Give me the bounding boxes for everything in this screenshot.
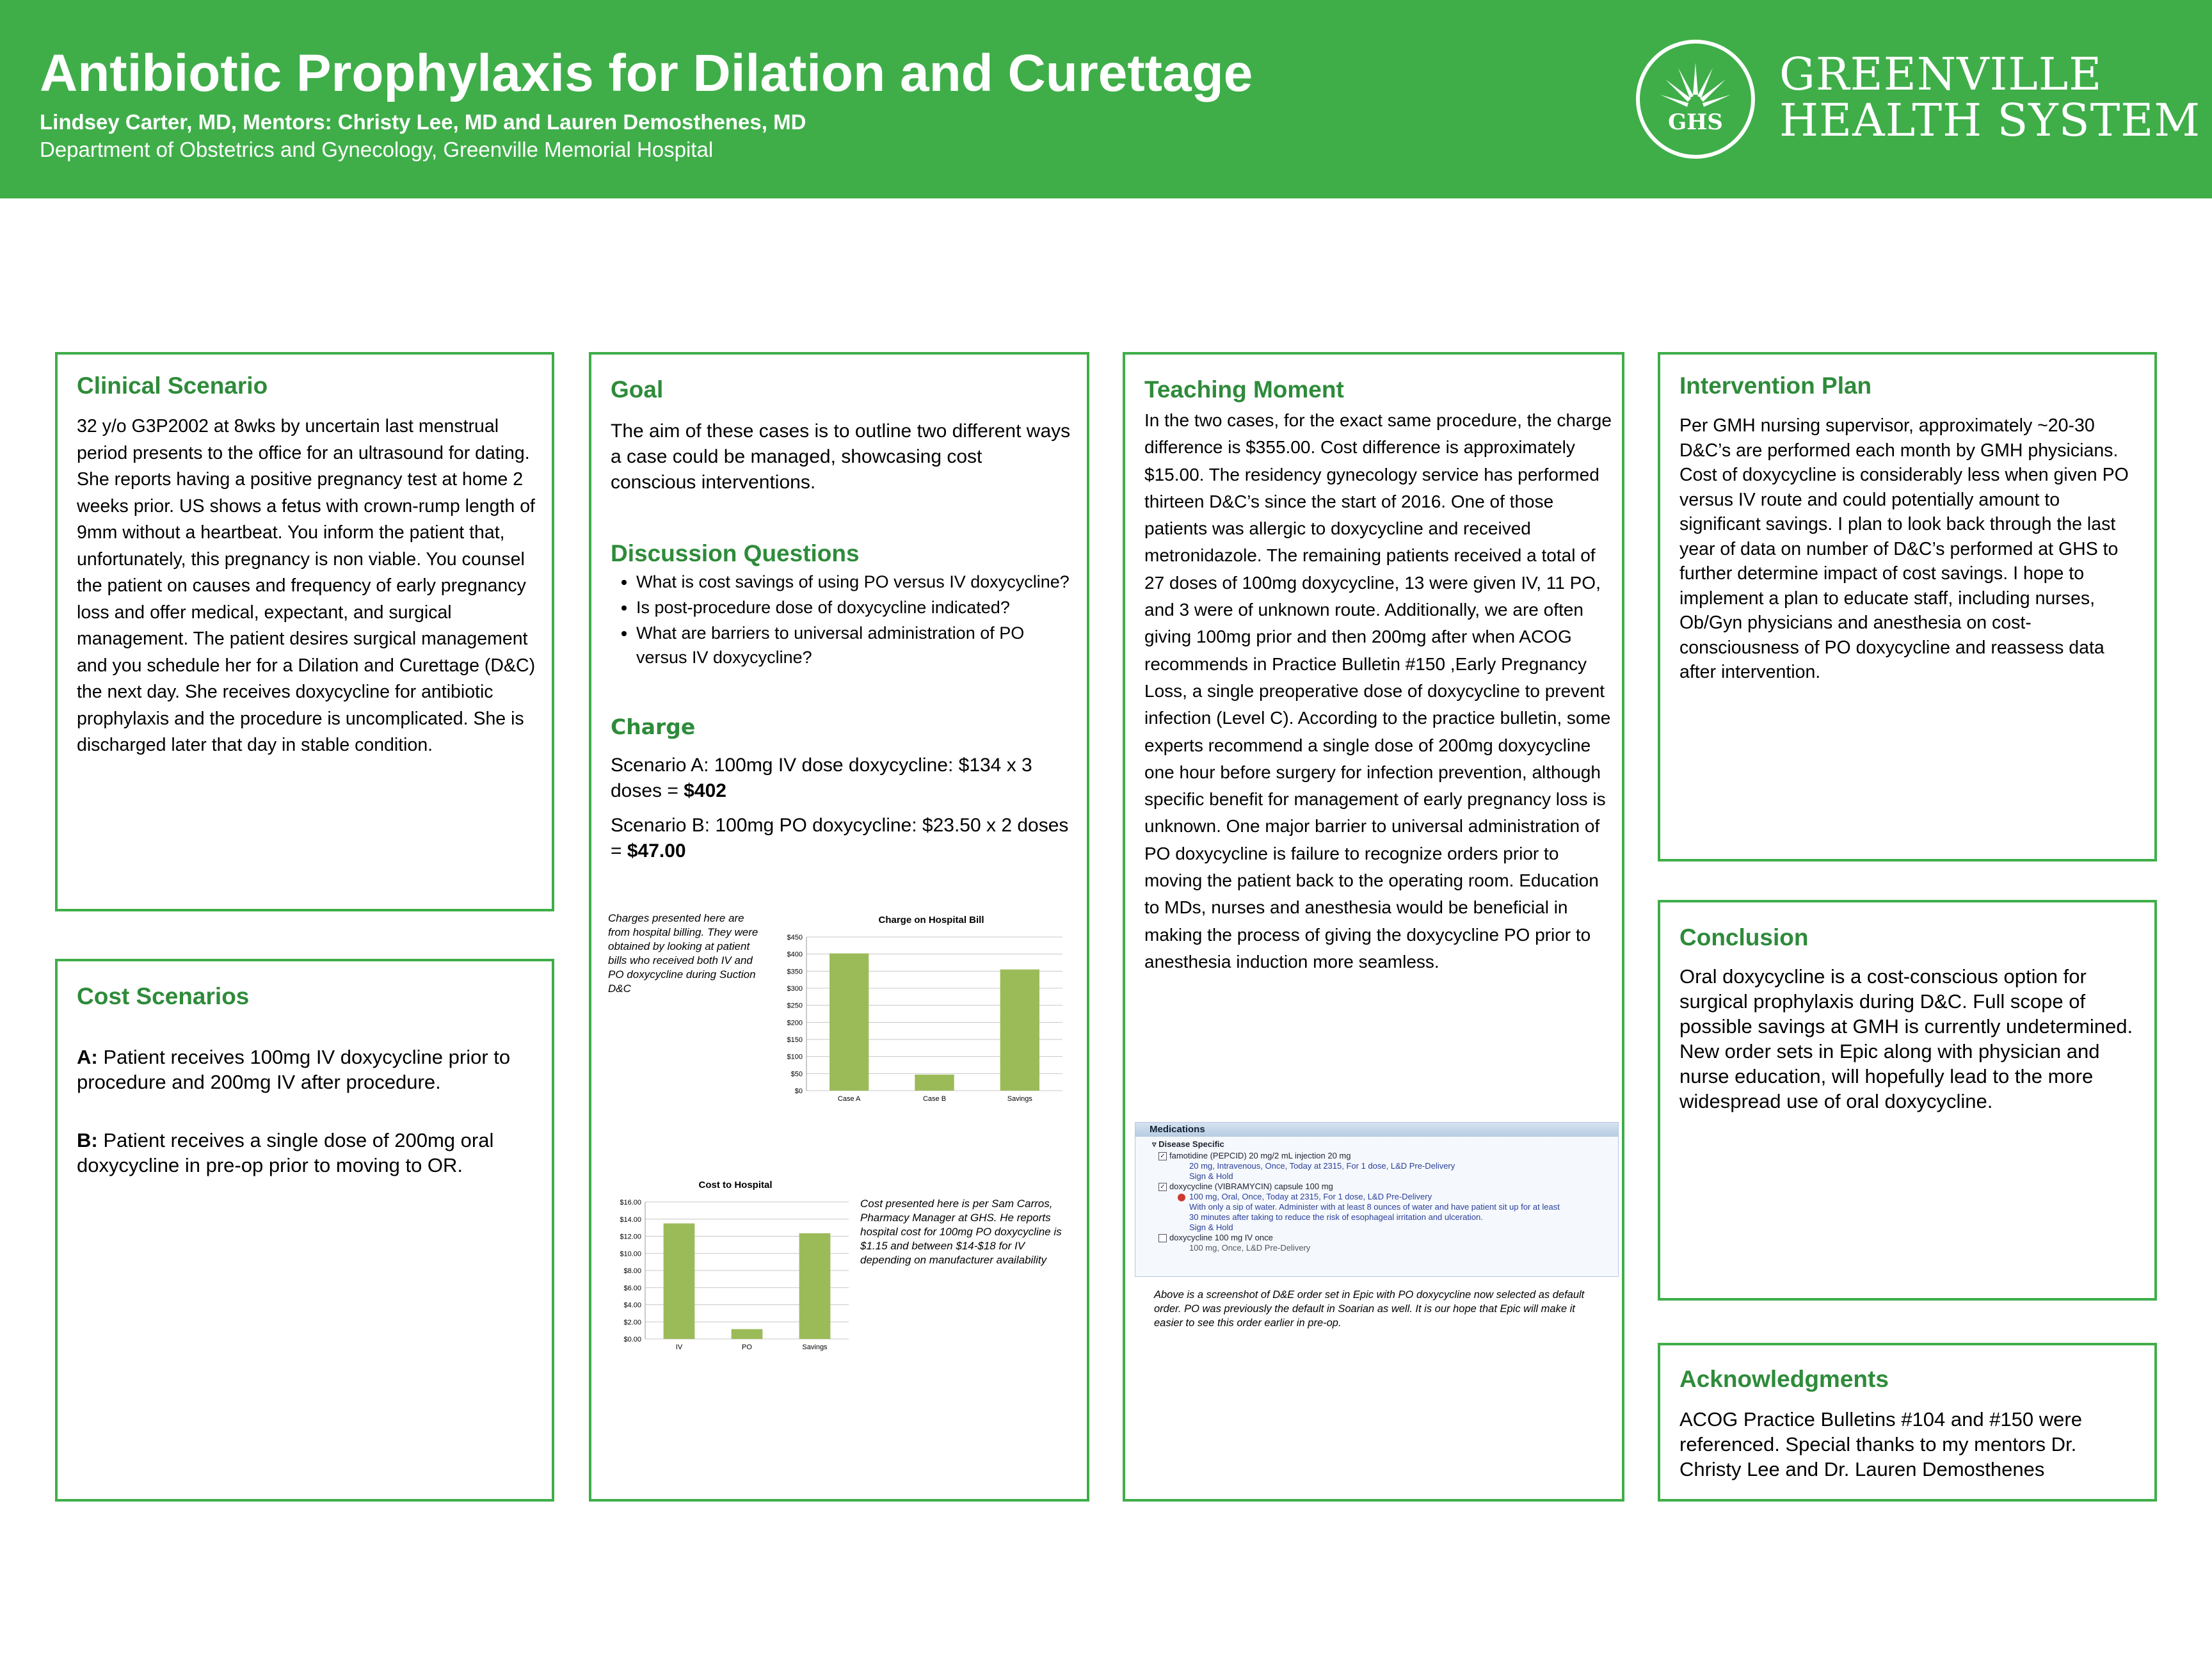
y-tick-label: $2.00 [623, 1318, 641, 1327]
epic-order-label: doxycycline 100 mg IV once [1169, 1233, 1273, 1242]
clinical-scenario-panel [55, 352, 554, 911]
x-tick-label: Savings [1007, 1095, 1032, 1103]
charge-b-total: $47.00 [627, 840, 686, 862]
y-tick-label: $6.00 [623, 1284, 641, 1292]
charge-b-text: Scenario B: 100mg PO doxycycline: $23.50 x 2 doses = [611, 815, 1069, 862]
goal-panel [589, 352, 1089, 1502]
discussion-item: • Is post-procedure dose of doxycycline indicated? [636, 595, 1071, 620]
author-line: Lindsey Carter, MD, Mentors: Christy Lee, MD and Lauren Demosthenes, MD [40, 110, 806, 134]
y-tick-label: $350 [787, 968, 803, 976]
charge-on-hospital-bill-chart [768, 909, 1069, 1114]
logo-wordmark [1779, 48, 2201, 147]
epic-order-detail: 100 mg, Once, L&D Pre-Delivery [1189, 1243, 1311, 1253]
y-tick-label: $200 [787, 1019, 803, 1027]
y-tick-label: $14.00 [620, 1215, 641, 1224]
epic-order-row[interactable] [1135, 1233, 1618, 1243]
x-tick-label: PO [742, 1343, 752, 1351]
checkbox-unchecked-icon[interactable] [1158, 1234, 1167, 1242]
acknowledgments-panel [1658, 1343, 2157, 1502]
y-tick-label: $0.00 [623, 1336, 641, 1343]
y-tick-label: $450 [787, 934, 803, 942]
goal-heading: Goal [611, 376, 664, 403]
scenario-a-text [77, 1045, 538, 1094]
y-tick-label: $150 [787, 1036, 803, 1044]
goal-body: The aim of these cases is to outline two different ways a case could be managed, showcasing cost conscious interventions. [611, 421, 1071, 493]
y-tick-label: $16.00 [620, 1199, 641, 1206]
bar [830, 954, 869, 1091]
acknowledgments-heading: Acknowledgments [1679, 1366, 1889, 1392]
scenario-b-text [77, 1128, 538, 1178]
scenario-a-desc: Patient receives 100mg IV doxycycline prior to procedure and 200mg IV after procedure. [77, 1046, 511, 1093]
charge-note: Charges presented here are from hospital billing. They were obtained by looking at patient bills who received both IV and PO doxycycline during Suction D&C [608, 912, 758, 995]
chart-title: Charge on Hospital Bill [878, 915, 984, 926]
y-tick-label: $400 [787, 950, 803, 959]
discussion-list [611, 570, 1071, 671]
x-tick-label: Savings [802, 1343, 828, 1351]
y-tick-label: $100 [787, 1053, 803, 1061]
epic-order-screenshot [1135, 1122, 1619, 1277]
teaching-moment-body: In the two cases, for the exact same procedure, the charge difference is $355.00. Cost difference is approximately $15.00. The residency gynecology service has performed thirteen D&C’s since the start of 2016. One of those patients was allergic to doxycycline and received metronidazole. The remaining patients received a total of 27 doses of 100mg doxycycline, 13 were given IV, 11 PO, and 3 were of unknown route. Additionally, we are often giving 100mg prior and then 200mg after when ACOG recommends in Practice Bulletin #150 ,Early Pregnancy Loss, a single preoperative dose of doxycycline to prevent infection (Level C). According to the practice bulletin, some experts recommend a single dose of 200mg doxycycline one hour before surgery for infection prevention, although specific benefit for management of early pregnancy loss is unknown. One major barrier to universal administration of PO doxycycline is failure to recognize orders prior to moving the patient back to the operating room. Education to MDs, nurses and anesthesia would be beneficial in making the process of giving the doxycycline PO prior to anesthesia induction more seamless. [1144, 410, 1612, 972]
epic-order-detail: Sign & Hold [1189, 1171, 1233, 1181]
ghs-logo-icon [1636, 40, 1755, 159]
logo-line-1: GREENVILLE [1779, 48, 2103, 100]
epic-order-label: doxycycline (VIBRAMYCIN) capsule 100 mg [1169, 1182, 1333, 1191]
cost-scenarios-heading: Cost Scenarios [77, 983, 250, 1009]
epic-section-label: Disease Specific [1158, 1139, 1224, 1149]
charge-a-total: $402 [684, 780, 726, 801]
y-tick-label: $250 [787, 1002, 803, 1010]
x-tick-label: IV [675, 1343, 683, 1351]
cost-scenarios-panel [55, 959, 554, 1502]
x-tick-label: Case B [922, 1095, 947, 1103]
y-tick-label: $8.00 [623, 1267, 641, 1275]
discussion-item: • What is cost savings of using PO versus IV doxycycline? [636, 570, 1071, 594]
department-line: Department of Obstetrics and Gynecology, Greenville Memorial Hospital [40, 138, 714, 161]
y-tick-label: $12.00 [620, 1233, 641, 1241]
discussion-item: • What are barriers to universal administration of PO versus IV doxycycline? [636, 621, 1071, 669]
epic-order-detail: Sign & Hold [1189, 1222, 1233, 1232]
epic-detail-text: 100 mg, Oral, Once, Today at 2315, For 1 dose, L&D Pre-Delivery [1189, 1192, 1432, 1201]
y-tick-label: $10.00 [620, 1250, 641, 1258]
y-tick-label: $50 [790, 1070, 803, 1078]
y-tick-label: $300 [787, 985, 803, 993]
discussion-heading: Discussion Questions [611, 540, 860, 566]
scenario-b-desc: Patient receives a single dose of 200mg oral doxycycline in pre-op prior to moving to OR. [77, 1129, 494, 1176]
bar [732, 1329, 763, 1339]
y-tick-label: $0 [794, 1087, 803, 1095]
epic-order-detail [1135, 1192, 1618, 1202]
svg-text:GHS: GHS [1668, 109, 1723, 135]
scenario-a-label: A: [77, 1046, 98, 1068]
poster-header [0, 0, 2212, 198]
charge-scenario-b [611, 813, 1071, 864]
chart-title: Cost to Hospital [698, 1180, 773, 1190]
bar [799, 1233, 831, 1339]
intervention-plan-heading: Intervention Plan [1679, 373, 1872, 399]
scenario-b-label: B: [77, 1129, 98, 1151]
x-tick-label: Case A [837, 1095, 861, 1103]
logo-line-2: HEALTH SYSTEM [1779, 94, 2201, 147]
bar [664, 1223, 695, 1339]
epic-section [1135, 1137, 1618, 1151]
bar [915, 1075, 954, 1091]
chevron-down-icon: ▿ [1152, 1139, 1159, 1149]
checkbox-checked-icon[interactable]: ✓ [1158, 1183, 1167, 1191]
bar [1000, 970, 1039, 1091]
checkbox-checked-icon[interactable]: ✓ [1158, 1152, 1167, 1160]
epic-order-detail: 30 minutes after taking to reduce the risk of esophageal irritation and ulceration. [1189, 1212, 1483, 1222]
intervention-plan-body: Per GMH nursing supervisor, approximately ~20-30 D&C’s are performed each month by GMH physicians. Cost of doxycycline is considerably less when given PO versus IV route and could potentially amount to significant savings. I plan to look back through the last year of data on number of D&C’s performed at GHS to further determine impact of cost savings. I hope to implement a plan to educate staff, including nurses, Ob/Gyn physicians and anesthesia on cost-consciousness of PO doxycycline and reassess data after intervention. [1679, 415, 2129, 682]
epic-medications-bar: Medications [1135, 1123, 1618, 1137]
acknowledgments-body: ACOG Practice Bulletins #104 and #150 were referenced. Special thanks to my mentors Dr. Christy Lee and Dr. Lauren Demosthenes [1679, 1408, 2082, 1480]
clinical-scenario-body: 32 y/o G3P2002 at 8wks by uncertain last menstrual period presents to the office for an ultrasound for dating. She reports having a positive pregnancy test at home 2 weeks prior. US shows a fetus with crown-rump length of 9mm without a heartbeat. You inform the patient that, unfortunately, this pregnancy is non viable. You counsel the patient on causes and frequency of early pregnancy loss and offer medical, expectant, and surgical management. The patient desires surgical management and you schedule her for a Dilation and Curettage (D&C) the next day. She receives doxycycline for antibiotic prophylaxis and the procedure is uncomplicated. She is discharged later that day in stable condition. [77, 416, 536, 755]
charge-scenario-a [611, 753, 1071, 804]
epic-order-row[interactable] [1135, 1182, 1618, 1192]
poster-title: Antibiotic Prophylaxis for Dilation and Curettage [40, 44, 1253, 102]
intervention-plan-panel [1658, 352, 2157, 862]
charge-a-text: Scenario A: 100mg IV dose doxycycline: $134 x 3 doses = [611, 755, 1032, 801]
epic-caption: Above is a screenshot of D&E order set in Epic with PO doxycycline now selected as default order. PO was previously the default in Soarian as well. It is our hope that Epic will make it easier to see this order earlier in pre-op. [1154, 1289, 1585, 1329]
conclusion-body: Oral doxycycline is a cost-conscious option for surgical prophylaxis during D&C. Full scope of possible savings at GMH is currently undetermined. New order sets in Epic along with physician and nurse education, will hopefully lead to the more widespread use of oral doxycycline. [1679, 965, 2133, 1112]
epic-order-detail: 20 mg, Intravenous, Once, Today at 2315, For 1 dose, L&D Pre-Delivery [1189, 1161, 1455, 1171]
cost-to-hospital-chart [604, 1174, 854, 1359]
y-tick-label: $4.00 [623, 1301, 641, 1310]
epic-order-label: famotidine (PEPCID) 20 mg/2 mL injection 20 mg [1169, 1151, 1351, 1160]
teaching-moment-heading: Teaching Moment [1144, 376, 1344, 403]
clinical-scenario-heading: Clinical Scenario [77, 373, 268, 399]
conclusion-heading: Conclusion [1679, 924, 1809, 950]
epic-order-detail: With only a sip of water. Administer with at least 8 ounces of water and have patient sit up for at least [1189, 1202, 1560, 1212]
epic-order-row[interactable] [1135, 1151, 1618, 1161]
charge-heading: Charge [611, 714, 696, 739]
conclusion-panel [1658, 900, 2157, 1301]
alert-icon [1178, 1194, 1185, 1201]
teaching-moment-panel [1123, 352, 1624, 1502]
cost-note: Cost presented here is per Sam Carros, Pharmacy Manager at GHS. He reports hospital cost for 100mg PO doxycycline is $1.15 and between $14-$18 for IV depending on manufacturer availability [860, 1198, 1062, 1266]
